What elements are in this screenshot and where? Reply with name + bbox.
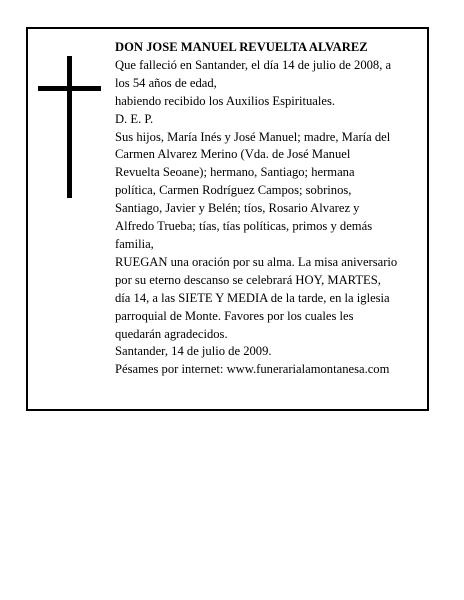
- notice-line: D. E. P.: [115, 111, 154, 126]
- notice-line: familia,: [115, 236, 154, 251]
- notice-line: los 54 años de edad,: [115, 75, 217, 90]
- notice-line: por su eterno descanso se celebrará HOY, MARTES,: [115, 272, 381, 287]
- notice-line: Santiago, Javier y Belén; tíos, Rosario Alvarez y: [115, 201, 360, 216]
- notice-line: política, Carmen Rodríguez Campos; sobrinos,: [115, 183, 352, 198]
- notice-line: Pésames por internet: www.funerarialamontanesa.com: [115, 362, 390, 377]
- notice-line: Santander, 14 de julio de 2009.: [115, 344, 272, 359]
- notice-line: Sus hijos, María Inés y José Manuel; madre, María del: [115, 129, 391, 144]
- notice-line: parroquial de Monte. Favores por los cuales les: [115, 308, 354, 323]
- notice-line: Que falleció en Santander, el día 14 de julio de 2008, a: [115, 57, 392, 72]
- cross-icon-horizontal-bar: [38, 86, 101, 91]
- cross-icon-vertical-bar: [67, 56, 72, 198]
- deceased-name: DON JOSE MANUEL REVUELTA ALVAREZ: [115, 40, 368, 54]
- notice-line: RUEGAN una oración por su alma. La misa aniversario: [115, 254, 398, 269]
- notice-line: quedarán agradecidos.: [115, 326, 228, 341]
- notice-line: Alfredo Trueba; tías, tías políticas, primos y demás: [115, 219, 373, 234]
- notice-line: habiendo recibido los Auxilios Espirituales.: [115, 93, 336, 108]
- notice-line: Revuelta Seoane); hermano, Santiago; hermana: [115, 165, 355, 180]
- obituary-text: [115, 39, 423, 379]
- notice-line: día 14, a las SIETE Y MEDIA de la tarde, en la iglesia: [115, 290, 390, 305]
- notice-line: Carmen Alvarez Merino (Vda. de José Manuel: [115, 147, 351, 162]
